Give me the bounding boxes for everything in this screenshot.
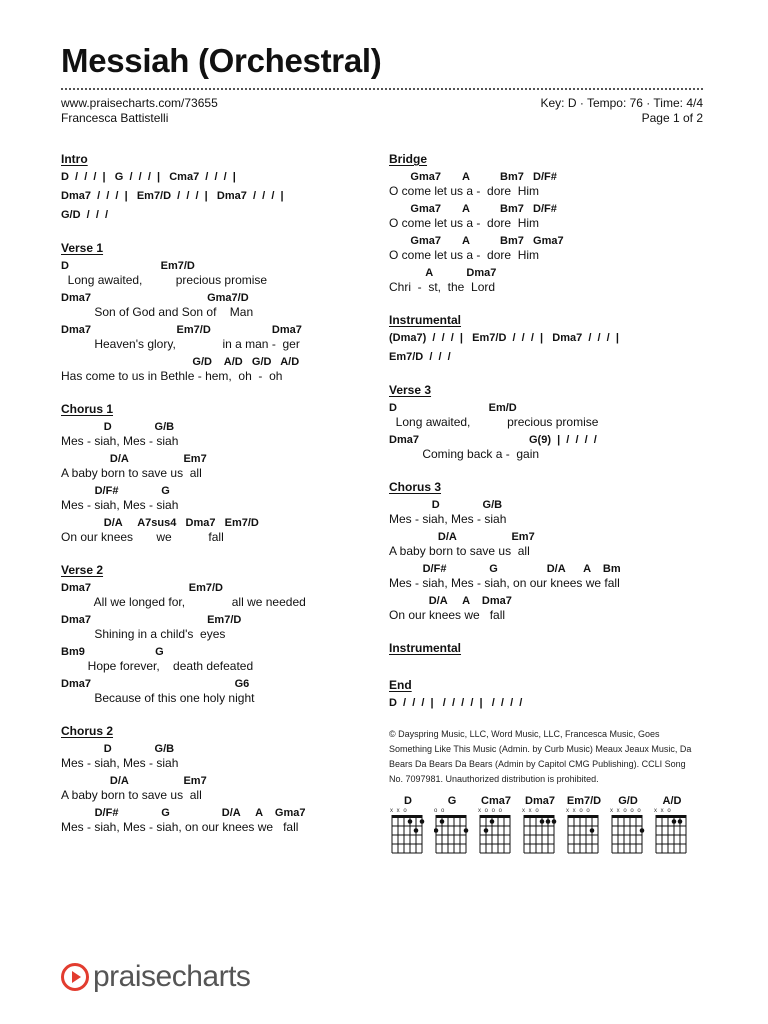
lyric-line: A baby born to save us all — [389, 544, 530, 558]
lyric-line: On our knees we fall — [61, 530, 224, 544]
open-strings: x x o — [522, 808, 540, 814]
section-title: Instrumental — [389, 313, 462, 327]
open-strings: x o o o — [478, 808, 504, 814]
chord-line: Bm9 G — [61, 646, 164, 658]
chord-line: (Dma7) / / / | Em7/D / / / | Dma7 / / / | — [389, 332, 619, 344]
lyric-line: Mes - siah, Mes - siah, on our knees we fall — [61, 820, 299, 834]
lyric-line: Mes - siah, Mes - siah — [61, 434, 179, 448]
chord-line: D/A A7sus4 Dma7 Em7/D — [61, 517, 259, 529]
lyric-line: Son of God and Son of Man — [61, 305, 254, 319]
chord-line: D/F# G — [61, 485, 170, 497]
chord-line: Dma7 / / / | Em7/D / / / | Dma7 / / / | — [61, 190, 284, 202]
finger-dot — [464, 828, 469, 833]
chord-diagram — [565, 795, 603, 860]
fretboard-grid — [566, 815, 602, 855]
left-column — [61, 150, 361, 851]
finger-dot — [640, 828, 645, 833]
lyric-line: A baby born to save us all — [61, 788, 202, 802]
chord-line: D/A A Dma7 — [389, 595, 512, 607]
chord-line: Dma7 G6 — [61, 678, 250, 690]
chord-line: Gma7 A Bm7 D/F# — [389, 171, 557, 183]
fretboard-grid — [390, 815, 426, 855]
chord-line: D G/B — [61, 743, 175, 755]
lyric-line: On our knees we fall — [389, 608, 506, 622]
play-icon — [61, 963, 89, 991]
chord-diagram — [521, 795, 559, 860]
chord-line: D/F# G D/A A Bm — [389, 563, 621, 575]
finger-dot — [420, 819, 425, 824]
section-bridge — [389, 150, 709, 294]
lyric-line: Shining in a child's eyes — [61, 627, 226, 641]
chord-diagram — [653, 795, 691, 860]
lyric-line: Mes - siah, Mes - siah — [389, 512, 507, 526]
section-title: Intro — [61, 152, 88, 166]
chord-line: Gma7 A Bm7 D/F# — [389, 203, 557, 215]
lyric-line: O come let us a - dore Him — [389, 184, 540, 198]
chord-line: D G/B — [61, 421, 175, 433]
chord-diagram-name: D — [404, 795, 412, 807]
finger-dot — [590, 828, 595, 833]
key-tempo-time: Key: D · Tempo: 76 · Time: 4/4 — [540, 96, 703, 110]
section-verse-2 — [61, 561, 361, 705]
page-number: Page 1 of 2 — [641, 111, 703, 125]
finger-dot — [434, 828, 438, 833]
chord-line: Dma7 Em7/D — [61, 614, 242, 626]
section-intro — [61, 150, 361, 222]
section-title: End — [389, 678, 412, 692]
chord-line: D G/B — [389, 499, 503, 511]
section-verse-1 — [61, 239, 361, 383]
lyric-line: O come let us a - dore Him — [389, 248, 540, 262]
section-title: Verse 3 — [389, 383, 432, 397]
section-chorus-2 — [61, 722, 361, 834]
section-chorus-1 — [61, 400, 361, 544]
finger-dot — [546, 819, 551, 824]
artist-name: Francesca Battistelli — [61, 111, 169, 125]
chord-line: G/D / / / — [61, 209, 109, 221]
song-title: Messiah (Orchestral) — [61, 42, 382, 79]
open-strings: o o — [434, 808, 446, 814]
chord-diagram — [477, 795, 515, 860]
section-title: Chorus 1 — [61, 402, 114, 416]
chord-line: D / / / | / / / / | / / / / — [389, 697, 523, 709]
finger-dot — [552, 819, 557, 824]
section-title: Instrumental — [389, 641, 462, 655]
section-title: Chorus 3 — [389, 480, 442, 494]
chord-diagram-name: G/D — [618, 795, 638, 807]
chord-line: Dma7 Em7/D — [61, 582, 223, 594]
praisecharts-logo[interactable] — [61, 960, 250, 994]
fretboard-grid — [478, 815, 514, 855]
section-chorus-3 — [389, 478, 709, 622]
chord-line: Dma7 Gma7/D — [61, 292, 249, 304]
lyric-line: Coming back a - gain — [389, 447, 540, 461]
lyric-line: A baby born to save us all — [61, 466, 202, 480]
chord-line: Em7/D / / / — [389, 351, 451, 363]
lyric-line: All we longed for, all we needed — [61, 595, 306, 609]
fretboard-grid — [434, 815, 470, 855]
chord-line: D/A Em7 — [61, 775, 207, 787]
section-title: Verse 2 — [61, 563, 104, 577]
chord-line: D/A Em7 — [61, 453, 207, 465]
chord-line: D Em/D — [389, 402, 517, 414]
finger-dot — [408, 819, 413, 824]
finger-dot — [678, 819, 683, 824]
chord-line: A Dma7 — [389, 267, 497, 279]
right-column — [389, 150, 709, 860]
open-strings: x x o o — [566, 808, 591, 814]
chord-line: Gma7 A Bm7 Gma7 — [389, 235, 564, 247]
lyric-line: Mes - siah, Mes - siah, on our knees we fall — [389, 576, 620, 590]
open-strings: x x o — [390, 808, 408, 814]
section-title: Verse 1 — [61, 241, 104, 255]
chord-line: D / / / | G / / / | Cma7 / / / | — [61, 171, 236, 183]
finger-dot — [484, 828, 489, 833]
lyric-line: Mes - siah, Mes - siah — [61, 756, 179, 770]
finger-dot — [440, 819, 445, 824]
finger-dot — [490, 819, 495, 824]
chord-diagram-name: G — [447, 795, 457, 807]
chord-diagram-name: Em7/D — [566, 795, 602, 807]
lyric-line: Long awaited, precious promise — [389, 415, 599, 429]
lyric-line: Heaven's glory, in a man - ger — [61, 337, 300, 351]
finger-dot — [672, 819, 677, 824]
fretboard-grid — [610, 815, 646, 855]
lyric-line: Because of this one holy night — [61, 691, 255, 705]
section-verse-3 — [389, 381, 709, 461]
chord-line: D/A Em7 — [389, 531, 535, 543]
copyright-notice: © Dayspring Music, LLC, Word Music, LLC, Francesca Music, Goes Something Like This Music (Admin. by Curb Music) Meaux Jeaux Music, Da Bears Da Bears Da Bears (Admin by Capitol CMG Publishing). CCLI Song No. 7097981. Unauthorized distribution is prohibited. — [389, 729, 692, 784]
chord-line: D Em7/D — [61, 260, 195, 272]
fretboard-grid — [654, 815, 690, 855]
lyric-line: Mes - siah, Mes - siah — [61, 498, 179, 512]
section-instrumental — [389, 639, 709, 659]
chord-diagram — [609, 795, 647, 860]
lyric-line: Hope forever, death defeated — [61, 659, 254, 673]
finger-dot — [540, 819, 545, 824]
lyric-line: O come let us a - dore Him — [389, 216, 540, 230]
logo-wordmark: praisecharts — [93, 960, 251, 993]
chord-line: Dma7 Em7/D Dma7 — [61, 324, 302, 336]
section-instrumental — [389, 311, 709, 364]
lyric-line: Has come to us in Bethle - hem, oh - oh — [61, 369, 283, 383]
section-title: Bridge — [389, 152, 428, 166]
source-url[interactable]: www.praisecharts.com/73655 — [61, 96, 218, 110]
lyric-line: Long awaited, precious promise — [61, 273, 268, 287]
chord-diagram — [433, 795, 471, 860]
lyric-line: Chri - st, the Lord — [389, 280, 496, 294]
chord-diagram-name: A/D — [662, 795, 682, 807]
chord-diagram — [389, 795, 427, 860]
open-strings: x x o o o — [610, 808, 642, 814]
fretboard-grid — [522, 815, 558, 855]
dotted-divider — [61, 88, 703, 90]
finger-dot — [414, 828, 419, 833]
section-end — [389, 676, 709, 710]
chord-line: D/F# G D/A A Gma7 — [61, 807, 306, 819]
open-strings: x x o — [654, 808, 672, 814]
section-title: Chorus 2 — [61, 724, 114, 738]
chord-diagram-name: Cma7 — [481, 795, 511, 807]
chord-diagrams — [389, 795, 709, 860]
chord-line: G/D A/D G/D A/D — [61, 356, 300, 368]
chord-line: Dma7 G(9) | / / / / — [389, 434, 597, 446]
chord-diagram-name: Dma7 — [525, 795, 555, 807]
